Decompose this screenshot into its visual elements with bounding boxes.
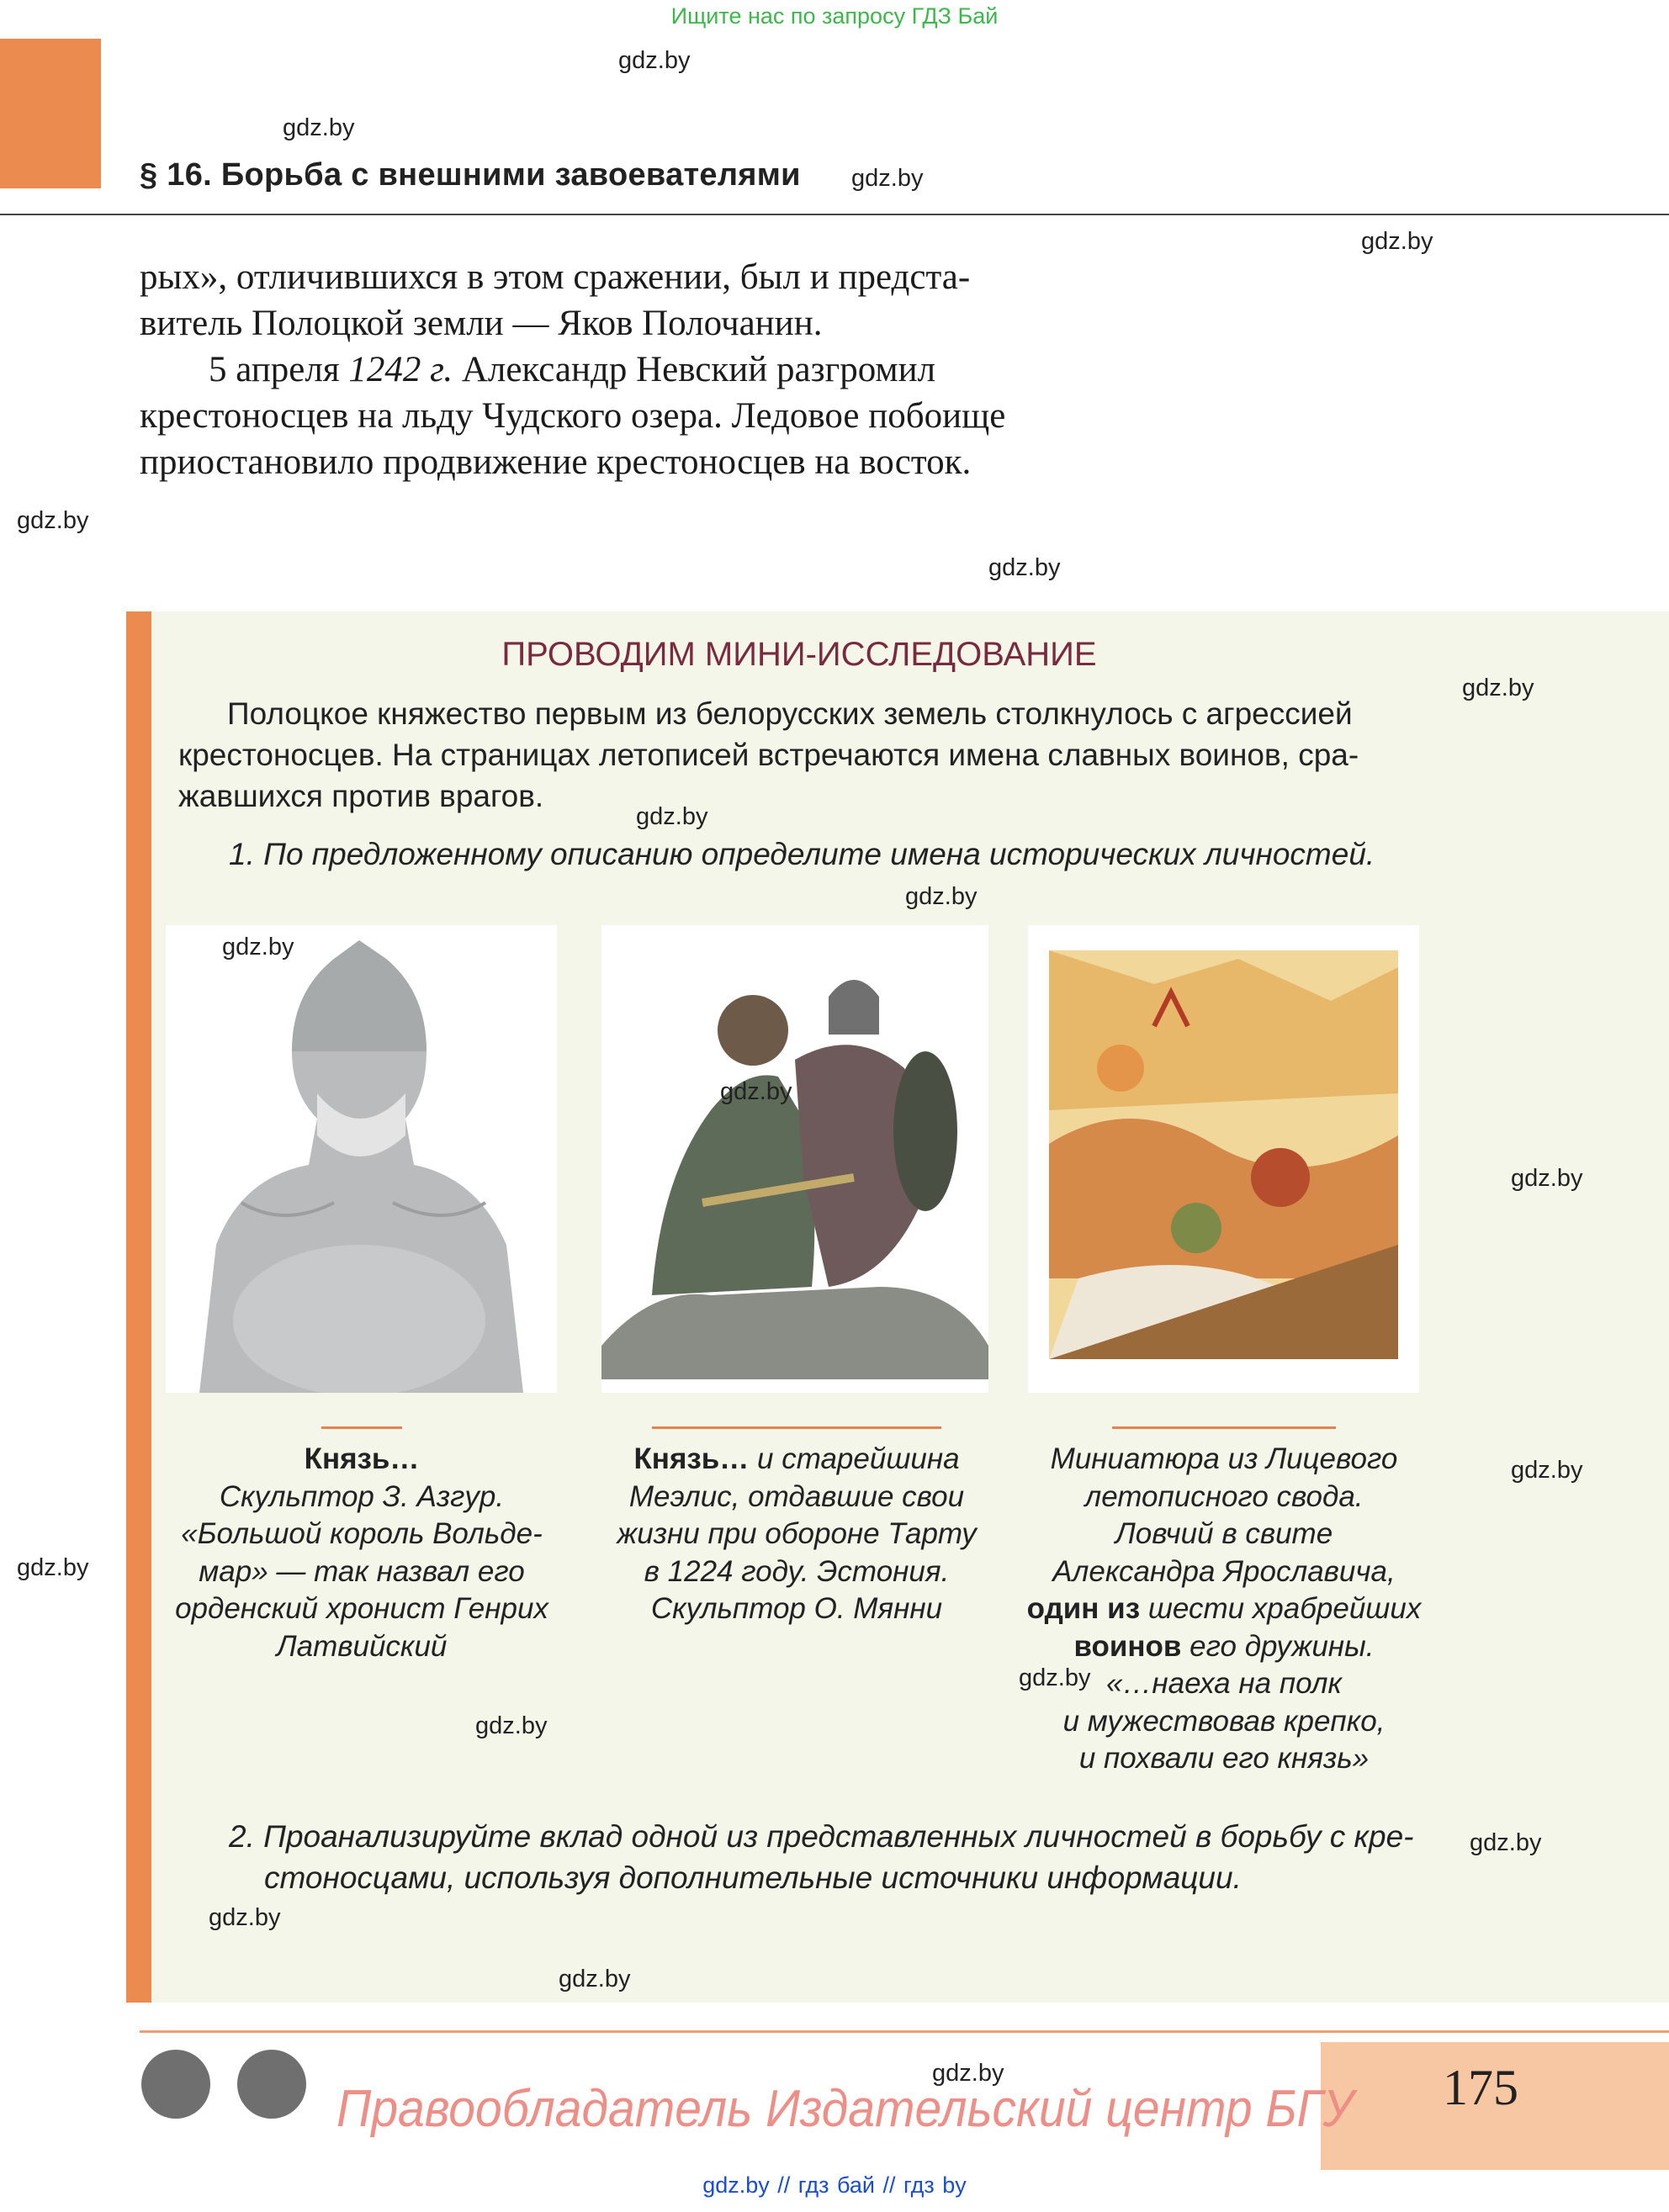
intro-line: Полоцкое княжество первым из белорусских земель столкнулось с агрессией <box>227 696 1353 731</box>
task-1: 1. По предложенному описанию определите имена исторических личностей. <box>229 837 1375 871</box>
body-line: крестоносцев на льду Чудского озера. Ледовое побоище <box>140 396 1006 436</box>
decorative-circle <box>141 2050 210 2119</box>
watermark: gdz.by <box>636 803 708 830</box>
watermark: gdz.by <box>1511 1165 1583 1192</box>
top-banner-link[interactable]: Ищите нас по запросу ГДЗ Бай <box>670 3 999 29</box>
watermark: gdz.by <box>209 1904 281 1931</box>
watermark: gdz.by <box>1361 228 1433 255</box>
intro-line: жавшихся против врагов. <box>178 779 544 813</box>
body-line-date: 5 апреля 1242 г. Александр Невский разгромил <box>209 350 936 389</box>
section-title: § 16. Борьба с внешними завоевателями <box>140 157 801 193</box>
watermark: gdz.by <box>222 934 294 960</box>
watermark: gdz.by <box>932 2060 1004 2087</box>
copyright-notice: Правообладатель Издательский центр БГУ <box>336 2080 1354 2138</box>
header-divider <box>0 214 1669 215</box>
watermark: gdz.by <box>1462 675 1534 701</box>
research-title: ПРОВОДИМ МИНИ-ИССЛЕДОВАНИЕ <box>501 636 1097 673</box>
watermark: gdz.by <box>905 883 978 910</box>
watermark: gdz.by <box>559 1966 631 1992</box>
page-number: 175 <box>1443 2060 1518 2115</box>
watermark: gdz.by <box>988 554 1061 581</box>
watermark: gdz.by <box>1470 1829 1542 1856</box>
decorative-circle <box>237 2050 306 2119</box>
bottom-links[interactable]: gdz.by // гдз бай // гдз by <box>702 2172 967 2198</box>
watermark: gdz.by <box>283 114 355 141</box>
caption-rule <box>1112 1426 1336 1429</box>
year: 1242 <box>348 350 421 389</box>
caption-1: Князь… Скульптор З. Азгур. «Большой король Вольде- мар» — так назвал его орденский хронист Генрих Латвийский <box>175 1442 548 1663</box>
caption-rule <box>321 1426 402 1429</box>
watermark: gdz.by <box>851 165 924 192</box>
chronicle-miniature-image <box>1028 925 1419 1393</box>
caption-2: Князь… и старейшина Меэлис, отдавшие свои жизни при обороне Тарту в 1224 году. Эстония. Скульптор О. Мянни <box>617 1442 977 1625</box>
body-line: витель Полоцкой земли — Яков Полочанин. <box>140 304 823 343</box>
body-line: приостановило продвижение крестоносцев на восток. <box>140 442 972 482</box>
bust-sculpture-image <box>166 925 557 1393</box>
watermark: gdz.by <box>17 507 89 534</box>
research-accent-bar <box>126 611 151 2003</box>
caption-3: Миниатюра из Лицевого летописного свода. Ловчий в свите Александра Ярославича, один из шести храбрейших воинов его дружины. «…наеха на полк и мужествовав крепко, и похвали его князь» <box>1026 1442 1422 1775</box>
chapter-color-tab <box>0 39 101 188</box>
two-warriors-sculpture-image <box>601 925 988 1393</box>
watermark: gdz.by <box>618 47 691 74</box>
watermark: gdz.by <box>1019 1664 1091 1691</box>
watermark: gdz.by <box>1511 1457 1583 1484</box>
intro-line: крестоносцев. На страницах летописей встречаются имена славных воинов, сра- <box>178 738 1359 772</box>
footer-divider <box>140 2030 1669 2033</box>
watermark: gdz.by <box>17 1554 89 1581</box>
caption-rule <box>652 1426 941 1429</box>
watermark: gdz.by <box>720 1078 792 1105</box>
watermark: gdz.by <box>475 1712 548 1739</box>
body-line: рых», отличившихся в этом сражении, был и предста- <box>140 257 971 297</box>
